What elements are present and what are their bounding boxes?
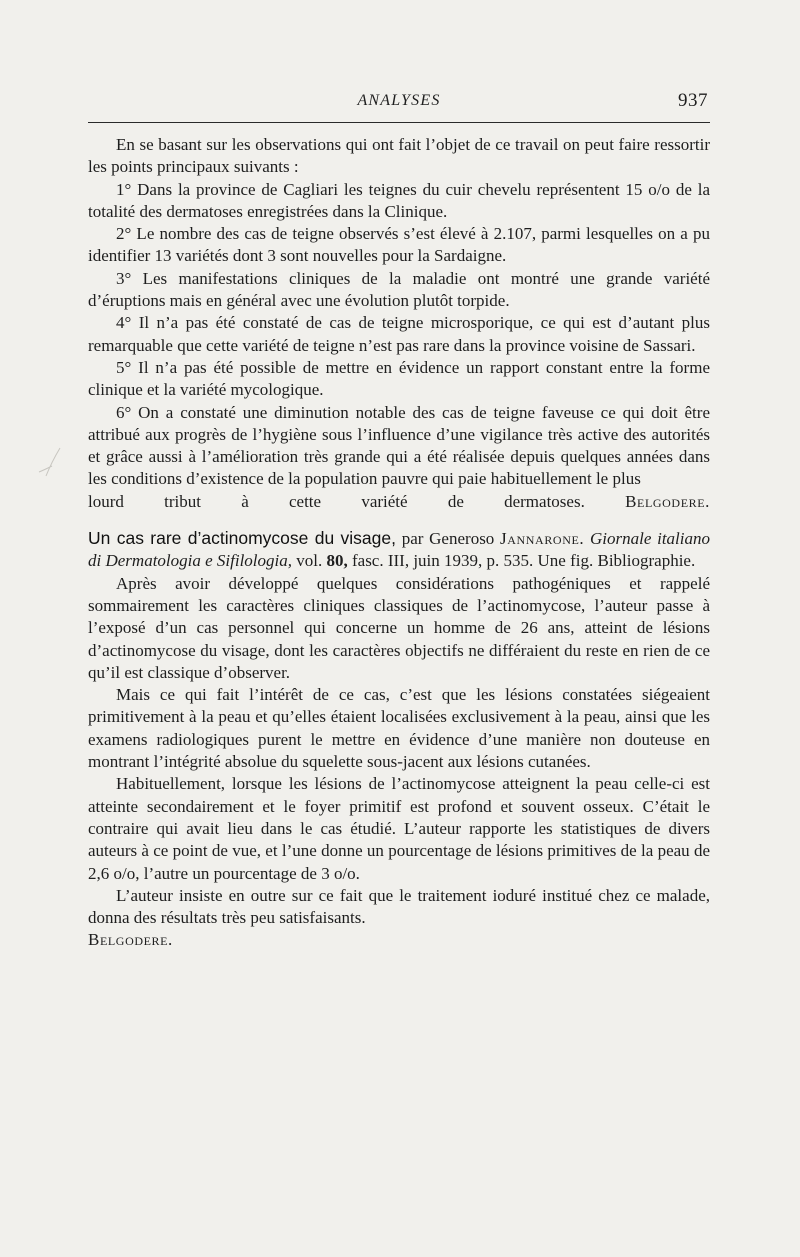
article-title: Un cas rare d’actinomycose du visage,	[88, 528, 396, 549]
article-author: Jannarone.	[500, 529, 585, 549]
article-paragraph-4: L’auteur insiste en outre sur ce fait que le traitement ioduré institué chez ce malade, donna des résultats très peu satisfaisants.	[88, 885, 710, 928]
article-signature-line	[88, 929, 710, 951]
article-signature: Belgodere.	[88, 930, 173, 950]
summary-point-6-end	[88, 491, 710, 513]
running-title: ANALYSES	[357, 92, 441, 109]
page-content	[88, 134, 710, 952]
point-6-last-line: lourd tribut à cette variété de dermatoses.	[88, 491, 585, 511]
volume-prefix: vol.	[296, 551, 323, 571]
article-by: par Generoso	[401, 529, 495, 549]
summary-point-6: 6° On a constaté une diminution notable des cas de teigne faveuse ce qui doit être attribué aux progrès de l’hygiène sous l’influence d’une vigilance très active des autorités et grâce aussi à l’amélioration très grande qui a été réalisée depuis quelques années dans les conditions d’existence de la population pauvre qui paie habituellement le plus	[88, 402, 710, 489]
section1-intro: En se basant sur les observations qui ont fait l’objet de ce travail on peut faire ressortir les points principaux suivants :	[88, 135, 710, 177]
journal-name: Giornale italiano di Dermatologia e Sifilologia,	[88, 529, 710, 571]
article-paragraph-2: Mais ce qui fait l’intérêt de ce cas, c’est que les lésions constatées siégeaient primitivement à la peau et qu’elles étaient localisées exclusivement à la peau, ainsi que les examens radiologiques purent le mettre en évidence d’une manière non douteuse en montrant l’intégrité absolue du squelette sous-jacent aux lésions cutanées.	[88, 685, 710, 772]
page-number: 937	[678, 90, 708, 111]
volume-number: 80,	[326, 551, 348, 571]
summary-point-4: 4° Il n’a pas été constaté de cas de teigne microsporique, ce qui est d’autant plus remarquable que cette variété de teigne n’est pas rare dans la province voisine de Sassari.	[88, 313, 710, 355]
citation-details: fasc. III, juin 1939, p. 535. Une fig. Bibliographie.	[351, 551, 696, 571]
article-citation	[88, 527, 710, 573]
summary-point-3: 3° Les manifestations cliniques de la maladie ont montré une grande variété d’éruptions mais en général avec une évolution plutôt torpide.	[88, 268, 710, 311]
summary-point-5: 5° Il n’a pas été possible de mettre en évidence un rapport constant entre la forme clinique et la variété mycologique.	[88, 357, 710, 400]
article-paragraph-1: Après avoir développé quelques considérations pathogéniques et rappelé sommairement les caractères cliniques classiques de l’actinomycose, l’auteur passe à l’exposé d’un cas personnel qui concerne un homme de 26 ans, atteint de lésions d’actinomycose du visage, dont les caractères objectifs ne différaient du reste en rien de ce qu’il est classique d’observer.	[88, 573, 710, 682]
summary-point-2: 2° Le nombre des cas de teigne observés s’est élevé à 2.107, parmi lesquelles on a pu identifier 13 variétés dont 3 sont nouvelles pour la Sardaigne.	[88, 224, 710, 266]
article-paragraph-3: Habituellement, lorsque les lésions de l’actinomycose atteignent la peau celle-ci est atteinte secondairement et le foyer primitif est profond et souvent osseux. C’était le contraire qui avait lieu dans le cas étudié. L’auteur rapporte les statistiques de divers auteurs à ce point de vue, et l’une donne un pourcentage de lésions primitives de la peau de 2,6 o/o, l’autre un pourcentage de 3 o/o.	[88, 774, 710, 883]
summary-point-1: 1° Dans la province de Cagliari les teignes du cuir chevelu représentent 15 o/o de la totalité des dermatoses enregistrées dans la Clinique.	[88, 179, 710, 221]
margin-pencil-mark	[36, 446, 66, 482]
author-signature: Belgodere.	[625, 491, 711, 511]
page-header	[88, 88, 710, 123]
